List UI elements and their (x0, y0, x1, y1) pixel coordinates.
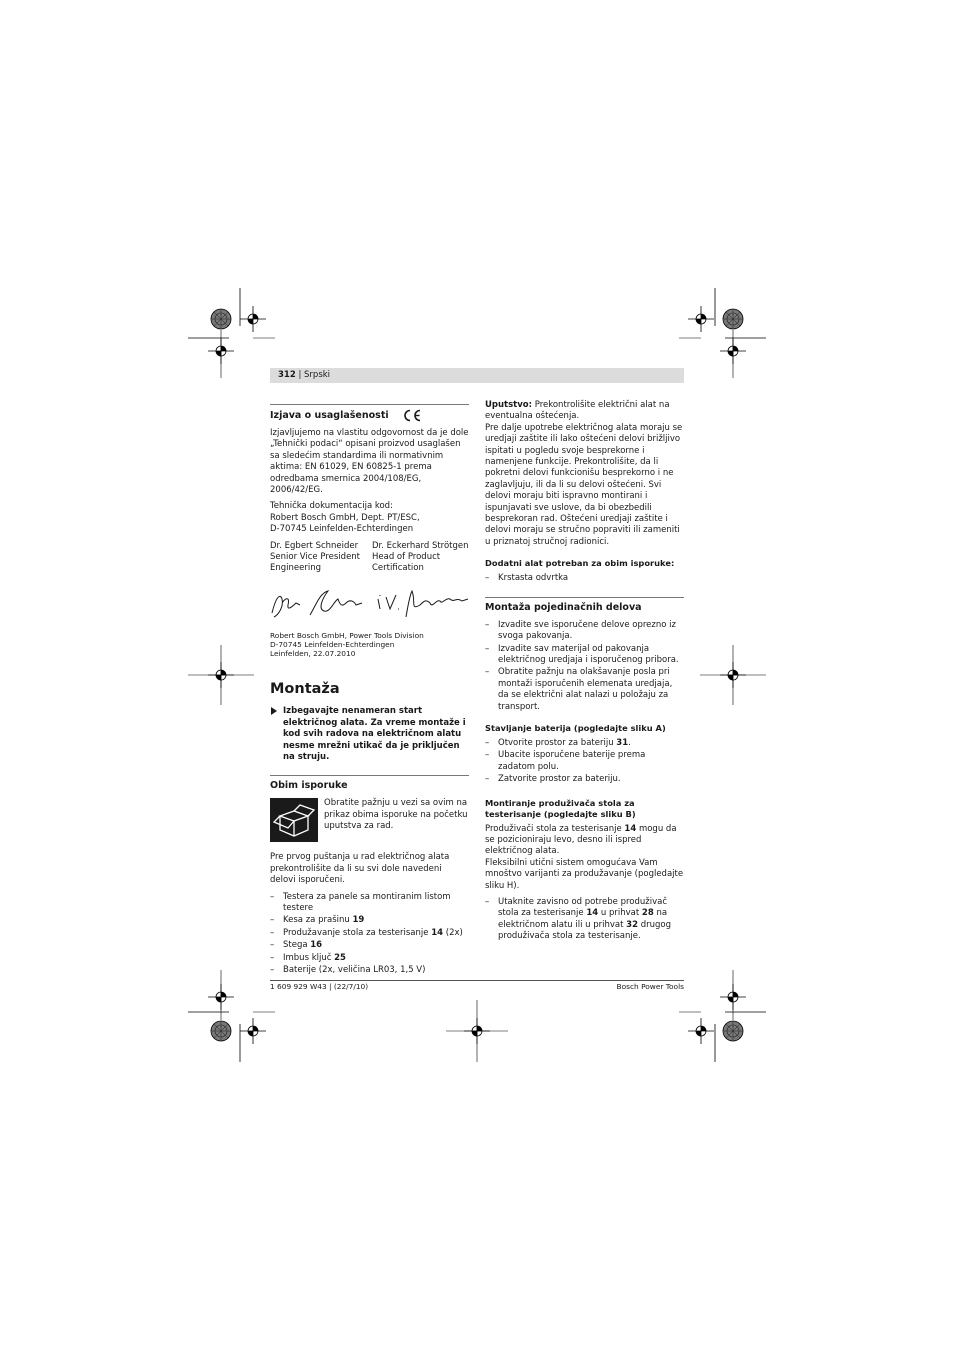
signatures-image (270, 585, 469, 621)
left-column (270, 404, 469, 982)
page-number: 312 (278, 370, 296, 380)
extension-list (485, 897, 684, 943)
ce-mark-icon (402, 409, 422, 422)
declaration-heading (270, 409, 469, 422)
tools-title: Dodatni alat potreban za obim isporuke: (485, 558, 675, 569)
tools-list (485, 573, 684, 584)
extension-paragraph-2: Fleksibilni utični sistem omogućava Vam mnoštvo varijanti za produžavanje (pogledajte sliku H). (485, 857, 684, 891)
list-item: – Produžavanje stola za testerisanje 14 (2x) (270, 928, 469, 939)
list-item: – Testera za panele sa montiranim listom testere (270, 892, 469, 915)
note-paragraph-2: Pre dalje upotrebe električnog alata moraju se uredjaji zaštite ili lako oštećeni delovi brižljivo ispitati u pogledu svoje besprekorne i namenjene funkcije. Prekontrolišite, da li pokretni delovi funkcionišu besprekorno i ne zaglavljuju, ili da li su delovi oštećeni. Svi delovi moraju biti ispravno montirani i ispunjavati sve uslove, da bi obezbedili besprekoran rad. Oštećeni uredjaji zaštite i delovi moraju se stručno popraviti ili zameniti u priznatoj stručnoj radionici. (485, 422, 683, 547)
note-label: Uputstvo: (485, 400, 533, 410)
section-rule (270, 775, 469, 776)
list-item: – Obratite pažnju na olakšavanje posla pri montaži isporučenih elemenata uredjaja, da se električni alat nalazi u položaju za transport. (485, 667, 684, 713)
package-box-icon (270, 798, 318, 842)
safety-warning (270, 706, 469, 763)
section-rule (270, 404, 469, 405)
company-address: Robert Bosch GmbH, Power Tools Division D-70745 Leinfelden-Echterdingen Leinfelden, 22.07.2010 (270, 631, 424, 659)
list-item: – Izvadite sve isporučene delove oprezno iz svoga pakovanja. (485, 620, 684, 643)
list-item: – Kesa za prašinu 19 (270, 915, 469, 926)
triangle-bullet-icon (271, 707, 277, 715)
delivery-intro: Pre prvog puštanja u rad električnog alata prekontrolišite da li su svi dole navedeni delovi isporučeni. (270, 852, 450, 886)
parts-list (485, 620, 684, 713)
signatories (270, 541, 469, 575)
delivery-title: Obim isporuke (270, 780, 348, 792)
list-item: – Baterije (2x, veličina LR03, 1,5 V) (270, 965, 469, 976)
delivery-list (270, 892, 469, 977)
header-separator: | (298, 370, 305, 380)
extension-paragraph-1: Produživači stola za testerisanje 14 mogu da se pozicioniraju levo, desno ili ispred električnog alata. (485, 823, 677, 857)
parts-title: Montaža pojedinačnih delova (485, 601, 642, 613)
declaration-title: Izjava o usaglašenosti (270, 410, 389, 421)
list-item: – Utaknite zavisno od potrebe produživač stola za testerisanje 14 u prihvat 28 na električnom alatu ili u prihvat 32 drugog produživača stola za testerisanje. (485, 897, 684, 943)
list-item: – Ubacite isporučene baterije prema zadatom polu. (485, 750, 684, 773)
warning-text: Izbegavajte nenameran start električnog alata. Za vreme montaže i kod svih radova na električnom alatu nesme mrežni utikač da je priključen na struju. (283, 706, 466, 762)
page-header (270, 368, 684, 383)
delivery-note: Obratite pažnju u vezi sa ovim na prikaz obima isporuke na početku uputstva za rad. (324, 798, 468, 832)
footer-brand: Bosch Power Tools (616, 982, 684, 991)
right-column (485, 400, 684, 949)
list-item: – Izvadite sav materijal od pakovanja električnog uredjaja i isporučenog pribora. (485, 644, 684, 667)
note-paragraph-1: Uputstvo: Prekontrolišite električni alat na eventualna oštećenja. (485, 400, 670, 422)
battery-title: Stavljanje baterija (pogledajte sliku A) (485, 722, 666, 733)
declaration-text: Izjavljujemo na vlastitu odgovornost da je dole „Tehnički podaci“ opisani proizvod usaglašen sa sledećim standardima ili normativnim aktima: EN 61029, EN 60825-1 prema odredbama smernica 2004/108/EG, 2006/42/EG. (270, 428, 469, 496)
section-rule (485, 597, 684, 598)
assembly-title: Montaža (270, 681, 340, 698)
list-item: – Imbus ključ 25 (270, 953, 469, 964)
signatory-1: Dr. Egbert Schneider Senior Vice President Engineering (270, 540, 361, 574)
extension-title: Montiranje produživača stola za testerisanje (pogledajte sliku B) (485, 797, 636, 819)
signatory-2: Dr. Eckerhard Strötgen Head of Product Certification (372, 540, 469, 574)
tech-doc-text: Tehnička dokumentacija kod: Robert Bosch GmbH, Dept. PT/ESC, D-70745 Leinfelden-Echterdingen (270, 501, 420, 535)
header-section: Srpski (304, 370, 331, 380)
footer-rule (270, 980, 684, 981)
list-item: – Krstasta odvrtka (485, 573, 684, 584)
list-item: – Zatvorite prostor za bateriju. (485, 774, 684, 785)
footer-doc-number: 1 609 929 W43 | (22/7/10) (270, 982, 369, 991)
battery-list (485, 738, 684, 786)
delivery-note-row (270, 798, 469, 842)
list-item: – Otvorite prostor za bateriju 31. (485, 738, 684, 749)
list-item: – Stega 16 (270, 940, 469, 951)
